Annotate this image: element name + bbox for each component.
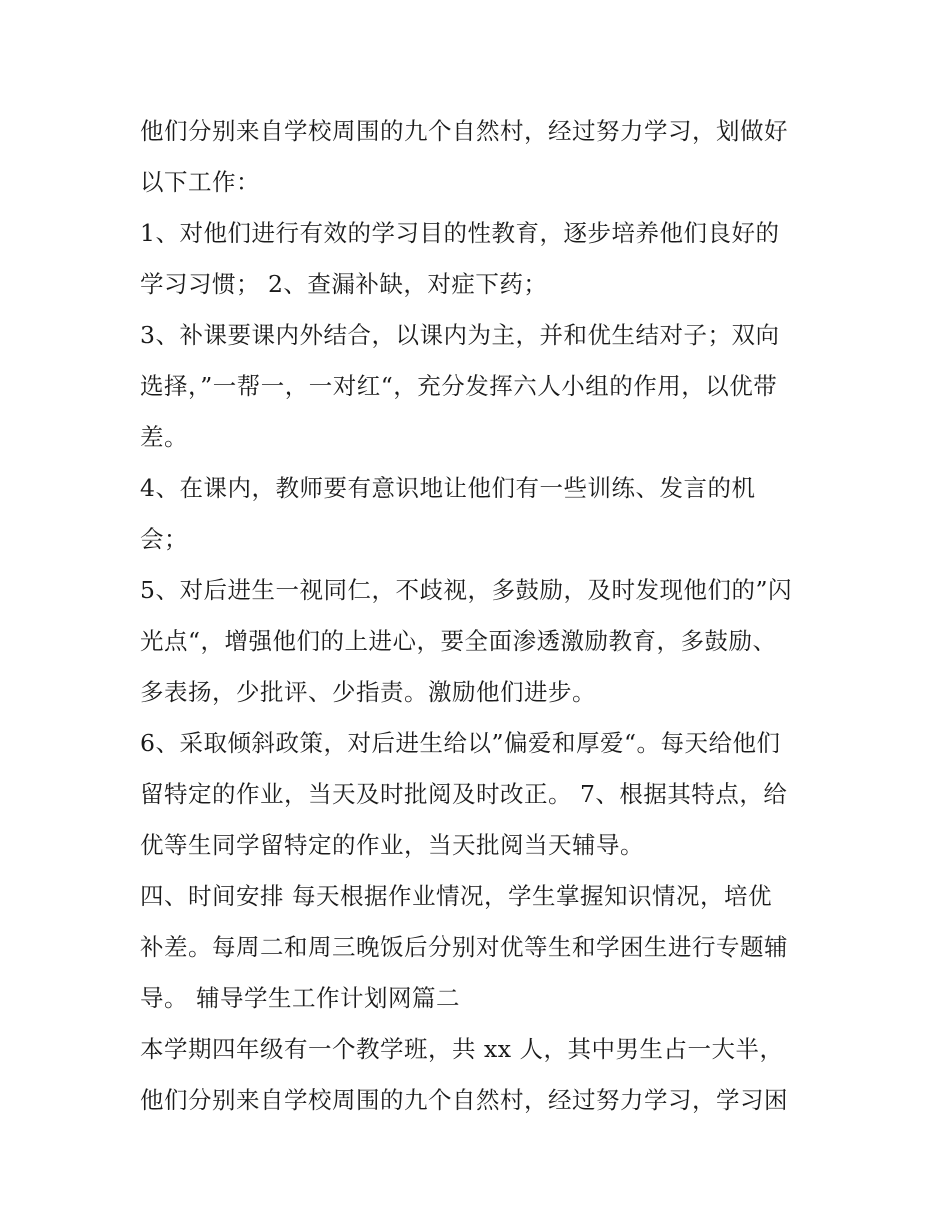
- document-body: [140, 106, 820, 1126]
- text-line: 1、对他们进行有效的学习目的性教育，逐步培养他们良好的: [140, 219, 780, 247]
- text-line: 本学期四年级有一个教学班，共 xx 人，其中男生占一大半，: [140, 1035, 784, 1063]
- text-line: 6、采取倾斜政策，对后进生给以”偏爱和厚爱“。每天给他们: [140, 729, 781, 757]
- text-line: 以下工作：: [140, 168, 260, 196]
- text-line: 4、在课内，教师要有意识地让他们有一些训练、发言的机: [140, 474, 756, 502]
- text-line: 5、对后进生一视同仁，不歧视，多鼓励，及时发现他们的”闪: [140, 576, 792, 604]
- text-line: 他们分别来自学校周围的九个自然村，经过努力学习，学习困: [140, 1086, 788, 1114]
- text-line: 差。: [140, 423, 188, 451]
- section-heading-line: 导。 辅导学生工作计划网篇二: [140, 984, 460, 1012]
- text-line: 光点“，增强他们的上进心，要全面渗透激励教育，多鼓励、: [140, 627, 777, 655]
- text-line: 留特定的作业，当天及时批阅及时改正。 7、根据其特点，给: [140, 780, 788, 808]
- text-line: 3、补课要课内外结合，以课内为主，并和优生结对子；双向: [140, 321, 780, 349]
- text-line: 补差。每周二和周三晚饭后分别对优等生和学困生进行专题辅: [140, 933, 788, 961]
- text-line: 他们分别来自学校周围的九个自然村，经过努力学习，划做好: [140, 117, 788, 145]
- text-line: 选择，”一帮一，一对红“，充分发挥六人小组的作用，以优带: [140, 372, 778, 400]
- text-line: 多表扬，少批评、少指责。激励他们进步。: [140, 678, 596, 706]
- text-line: 优等生同学留特定的作业，当天批阅当天辅导。: [140, 831, 644, 859]
- text-line: 四、时间安排 每天根据作业情况，学生掌握知识情况，培优: [140, 882, 772, 910]
- text-line: 会；: [140, 525, 188, 553]
- text-line: 学习习惯； 2、查漏补缺，对症下药；: [140, 270, 548, 298]
